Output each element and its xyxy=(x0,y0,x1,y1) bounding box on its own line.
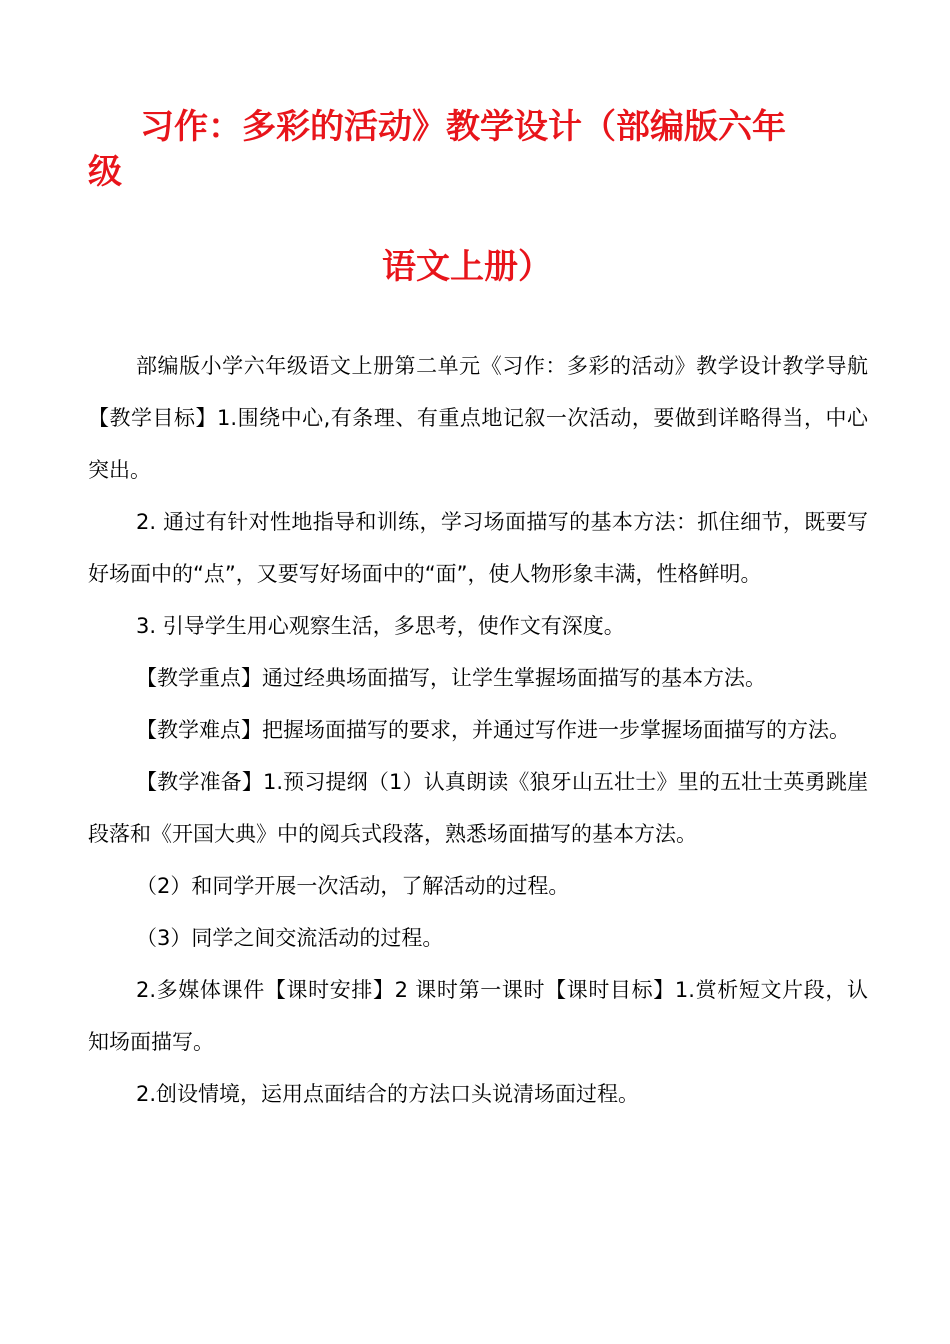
document-body xyxy=(88,340,868,1120)
paragraph-preparation: 【教学准备】1.预习提纲（1）认真朗读《狼牙山五壮士》里的五壮士英勇跳崖段落和《开国大典》中的阅兵式段落，熟悉场面描写的基本方法。 xyxy=(88,770,868,846)
paragraph-preparation-3: （3）同学之间交流活动的过程。 xyxy=(136,926,444,950)
document-title-line-2: 级 xyxy=(88,152,122,192)
paragraph-schedule-2: 2.创设情境，运用点面结合的方法口头说清场面过程。 xyxy=(136,1082,640,1106)
paragraph-goal-3: 3. 引导学生用心观察生活，多思考，使作文有深度。 xyxy=(136,614,625,638)
paragraph-preparation-2: （2）和同学开展一次活动，了解活动的过程。 xyxy=(136,874,570,898)
document-title-line-3: 语文上册） xyxy=(382,247,552,287)
paragraph-goal-2: 2. 通过有针对性地指导和训练，学习场面描写的基本方法：抓住细节，既要写好场面中的“点”，又要写好场面中的“面”，使人物形象丰满，性格鲜明。 xyxy=(88,510,868,586)
paragraph-schedule: 2.多媒体课件【课时安排】2 课时第一课时【课时目标】1.赏析短文片段，认知场面描写。 xyxy=(88,978,868,1054)
document-title-line-1: 习作：多彩的活动》教学设计（部编版六年 xyxy=(140,107,786,147)
paragraph-teaching-goals: 部编版小学六年级语文上册第二单元《习作：多彩的活动》教学设计教学导航【教学目标】1.围绕中心,有条理、有重点地记叙一次活动，要做到详略得当，中心突出。 xyxy=(88,354,868,482)
paragraph-difficulties: 【教学难点】把握场面描写的要求，并通过写作进一步掌握场面描写的方法。 xyxy=(136,718,850,742)
paragraph-key-points: 【教学重点】通过经典场面描写，让学生掌握场面描写的基本方法。 xyxy=(136,666,766,690)
